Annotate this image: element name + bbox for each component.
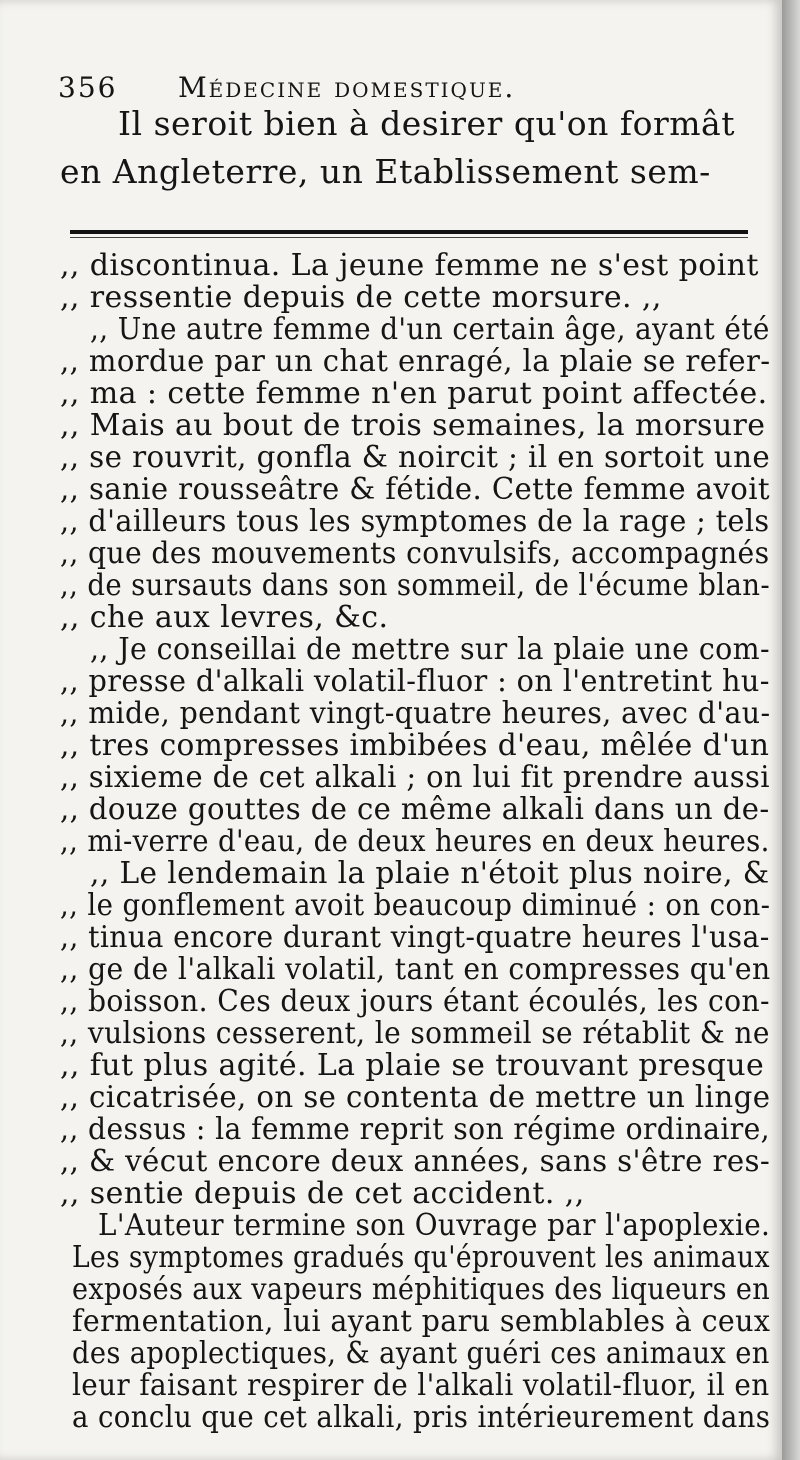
quote-line: ,, Je conseillai de mettre sur la plaie une com- bbox=[90, 632, 770, 667]
text-line: L'Auteur termine son Ouvrage par l'apoplexie. bbox=[98, 1208, 771, 1243]
quote-line: ,, fut plus agité. La plaie se trouvant presque bbox=[60, 1048, 765, 1083]
quote-line: ,, sanie rousseâtre & fétide. Cette femme avoit bbox=[60, 472, 771, 507]
quote-line: ,, sentie depuis de cet accident. ,, bbox=[60, 1176, 585, 1211]
quote-line: ,, ressentie depuis de cette morsure. ,, bbox=[60, 280, 662, 315]
page-number: 356 bbox=[58, 71, 118, 104]
quote-line: ,, que des mouvements convulsifs, accompagnés bbox=[60, 536, 770, 571]
quote-line: ,, mide, pendant vingt-quatre heures, avec d'au- bbox=[60, 696, 771, 731]
separator-rule bbox=[70, 230, 748, 234]
text-line: Les symptomes gradués qu'éprouvent les animaux bbox=[72, 1240, 770, 1275]
quote-line: ,, Mais au bout de trois semaines, la morsure bbox=[60, 408, 766, 443]
quote-line: ,, boisson. Ces deux jours étant écoulés, les con- bbox=[60, 984, 770, 1019]
quote-line: ,, ma : cette femme n'en parut point affectée. bbox=[60, 376, 768, 411]
quote-line: ,, & vécut encore deux années, sans s'être res- bbox=[60, 1144, 771, 1179]
quote-line: ,, mordue par un chat enragé, la plaie se refer- bbox=[60, 344, 771, 379]
quote-line: ,, discontinua. La jeune femme ne s'est point bbox=[60, 248, 759, 283]
text-line: fermentation, lui ayant paru semblables à ceux bbox=[72, 1304, 771, 1339]
quote-line: ,, douze gouttes de ce même alkali dans un de- bbox=[60, 792, 770, 827]
quote-line: ,, tinua encore durant vingt-quatre heures l'usa- bbox=[60, 920, 770, 955]
quote-line: ,, d'ailleurs tous les symptomes de la rage ; tels bbox=[60, 504, 770, 539]
text-line: des apoplectiques, & ayant guéri ces animaux en bbox=[72, 1336, 770, 1371]
quote-line: ,, cicatrisée, on se contenta de mettre un linge bbox=[60, 1080, 771, 1115]
quote-line: ,, le gonflement avoit beaucoup diminué : on con- bbox=[60, 888, 771, 923]
quote-line: ,, sixieme de cet alkali ; on lui fit prendre aussi bbox=[60, 760, 770, 795]
text-line: exposés aux vapeurs méphitiques des liqueurs en bbox=[72, 1272, 771, 1307]
quote-line: ,, tres compresses imbibées d'eau, mêlée d'un bbox=[60, 728, 770, 763]
quote-line: ,, Une autre femme d'un certain âge, ayant été bbox=[90, 312, 770, 347]
quote-line: ,, de sursauts dans son sommeil, de l'écume blan- bbox=[60, 568, 771, 603]
page-header bbox=[58, 68, 758, 108]
quote-line: ,, vulsions cesserent, le sommeil se rétablit & ne bbox=[60, 1016, 770, 1051]
separator-rule-thin bbox=[70, 237, 748, 238]
text-line: leur faisant respirer de l'alkali volatil-fluor, il en bbox=[72, 1368, 770, 1403]
running-title: Médecine domestique. bbox=[178, 71, 516, 104]
quote-line: ,, Le lendemain la plaie n'étoit plus noire, & bbox=[90, 856, 770, 891]
text-line: Il seroit bien à desirer qu'on formât bbox=[118, 104, 735, 143]
quote-line: ,, che aux levres, &c. bbox=[60, 600, 389, 635]
quote-line: ,, ge de l'alkali volatil, tant en compresses qu'en bbox=[60, 952, 771, 987]
text-line: a conclu que cet alkali, pris intérieurement dans bbox=[72, 1400, 771, 1435]
text-line: en Angleterre, un Etablissement sem- bbox=[60, 152, 711, 191]
quote-line: ,, se rouvrit, gonfla & noircit ; il en sortoit une bbox=[60, 440, 771, 475]
quote-line: ,, mi-verre d'eau, de deux heures en deux heures. bbox=[60, 824, 770, 859]
quote-line: ,, dessus : la femme reprit son régime ordinaire, bbox=[60, 1112, 771, 1147]
quote-line: ,, presse d'alkali volatil-fluor : on l'entretint hu- bbox=[60, 664, 770, 699]
page-edge-shadow bbox=[782, 0, 800, 1460]
